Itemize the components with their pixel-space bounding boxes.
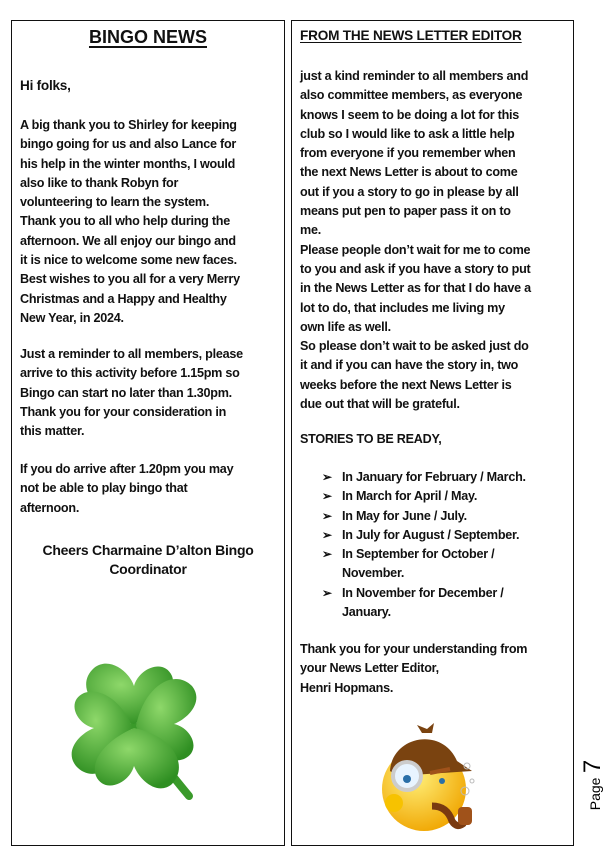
text-line: your News Letter Editor,	[300, 661, 439, 676]
bingo-signoff	[12, 539, 284, 578]
text-line: it is nice to welcome some new faces.	[20, 253, 237, 268]
text-line: weeks before the next News Letter is	[300, 377, 512, 392]
text-line: it and if you can have the story in, two	[300, 358, 519, 373]
story-schedule-item	[322, 564, 526, 583]
text-line: bingo going for us and also Lance for	[20, 137, 237, 152]
bingo-paragraph-2	[20, 345, 243, 441]
text-line: So please don’t wait to be asked just do	[300, 339, 529, 354]
story-schedule-item	[322, 545, 526, 564]
arrow-bullet-icon: ➢	[322, 585, 332, 600]
text-line: means put pen to paper pass it on to	[300, 204, 511, 219]
story-schedule-text: In September for October /	[342, 547, 495, 562]
text-line: just a kind reminder to all members and	[300, 69, 529, 83]
text-line: from everyone if you remember when	[300, 146, 516, 161]
text-line: in the News Letter as for that I do have a	[300, 281, 531, 296]
bingo-paragraph-1	[20, 116, 240, 328]
story-schedule-item	[322, 468, 526, 487]
text-line: New Year, in 2024.	[20, 310, 124, 325]
greeting: Hi folks,	[20, 78, 71, 93]
bingo-news-column	[11, 20, 285, 846]
text-line: afternoon.	[20, 500, 80, 515]
text-line: own life as well.	[300, 319, 391, 334]
text-line: Bingo can start no later than 1.30pm.	[20, 385, 232, 400]
text-line: Thank you for your understanding from	[300, 642, 528, 656]
story-schedule-text: In March for April / May.	[342, 489, 478, 504]
page-number-value: 7	[579, 759, 606, 774]
shamrock-icon	[54, 646, 214, 806]
story-schedule-item	[322, 507, 526, 526]
bingo-paragraph-3	[20, 460, 233, 518]
text-line: the next News Letter is about to come	[300, 165, 518, 180]
text-line: out if you a story to go in please by all	[300, 184, 519, 199]
story-schedule-text: November.	[342, 566, 405, 581]
editor-column	[291, 20, 574, 846]
text-line: volunteering to learn the system.	[20, 195, 210, 210]
text-line: Best wishes to you all for a very Merry	[20, 272, 240, 287]
text-line: me.	[300, 223, 321, 238]
story-schedule-item	[322, 526, 526, 545]
text-line: Coordinator	[109, 561, 187, 578]
text-line: due out that will be grateful.	[300, 397, 460, 412]
arrow-bullet-icon: ➢	[322, 547, 332, 562]
text-line: Thank you for your consideration in	[20, 404, 227, 419]
story-schedule-text: In May for June / July.	[342, 508, 467, 523]
editor-title: FROM THE NEWS LETTER EDITOR	[300, 28, 522, 43]
text-line: Christmas and a Happy and Healthy	[20, 291, 227, 306]
text-line: not be able to play bingo that	[20, 481, 188, 496]
arrow-bullet-icon: ➢	[322, 527, 332, 542]
text-line: to you and ask if you have a story to put	[300, 261, 531, 276]
story-schedule-text: In November for December /	[342, 585, 504, 600]
arrow-bullet-icon: ➢	[322, 470, 332, 484]
text-line: knows I seem to be doing a lot for this	[300, 107, 520, 122]
text-line: A big thank you to Shirley for keeping	[20, 118, 237, 132]
story-schedule-text: In January for February / March.	[342, 470, 526, 484]
text-line: afternoon. We all enjoy our bingo and	[20, 233, 236, 248]
text-line: Just a reminder to all members, please	[20, 347, 243, 361]
arrow-bullet-icon: ➢	[322, 489, 332, 504]
text-line: arrive to this activity before 1.15pm so	[20, 366, 240, 381]
editor-paragraph	[300, 67, 531, 414]
arrow-bullet-icon: ➢	[322, 508, 332, 523]
bingo-news-title: BINGO NEWS	[88, 27, 207, 47]
stories-list	[322, 468, 526, 622]
text-line: If you do arrive after 1.20pm you may	[20, 462, 234, 476]
story-schedule-item	[322, 487, 526, 506]
detective-emoji-icon	[372, 711, 492, 836]
text-line: his help in the winter months, I would	[20, 156, 236, 171]
story-schedule-text: In July for August / September.	[342, 527, 520, 542]
story-schedule-item	[322, 584, 526, 603]
story-schedule-item	[322, 603, 526, 622]
text-line: also committee members, as everyone	[300, 88, 523, 103]
page-label: Page	[587, 777, 603, 811]
editor-closing	[300, 640, 527, 698]
stories-heading: STORIES TO BE READY,	[300, 432, 442, 446]
story-schedule-text: January.	[342, 605, 391, 620]
text-line: also like to thank Robyn for	[20, 175, 179, 190]
page-number	[580, 745, 606, 825]
text-line: Please people don’t wait for me to come	[300, 242, 531, 257]
text-line: Thank you to all who help during the	[20, 214, 230, 229]
text-line: Henri Hopmans.	[300, 680, 394, 695]
text-line: Cheers Charmaine D’alton Bingo	[42, 542, 254, 558]
text-line: this matter.	[20, 424, 85, 439]
text-line: club so I would like to ask a little help	[300, 126, 515, 141]
text-line: lot to do, that includes me living my	[300, 300, 505, 315]
